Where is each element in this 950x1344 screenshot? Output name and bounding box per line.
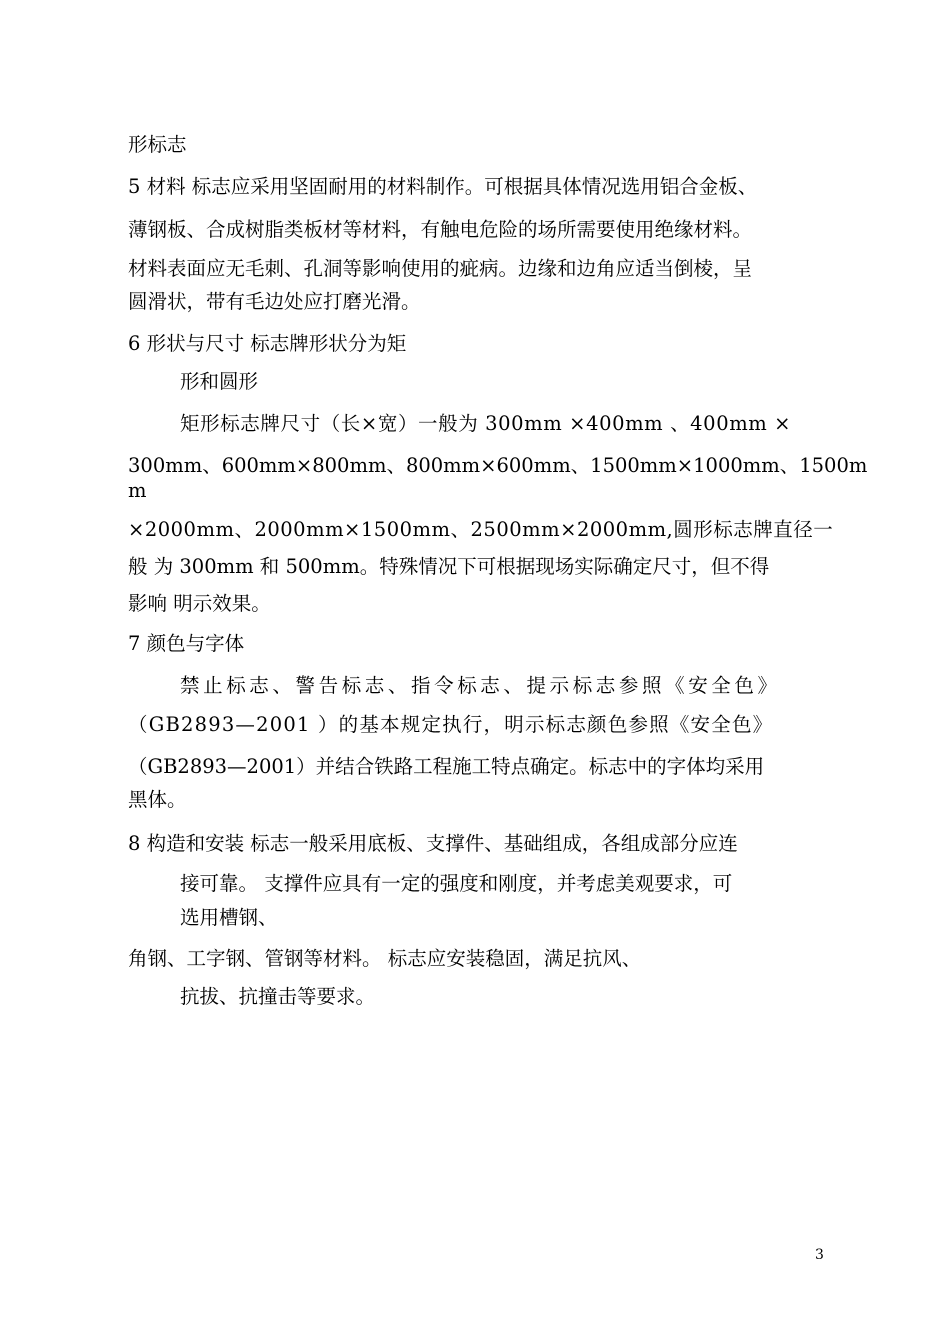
text-line: 影响 明示效果。 (128, 592, 271, 615)
text-line: 形和圆形 (180, 370, 259, 393)
text-line: 圆滑状，带有毛边处应打磨光滑。 (128, 290, 421, 313)
text-line: 选用槽钢、 (180, 906, 278, 929)
section-8-construction: 8 构造和安装 标志一般采用底板、支撑件、基础组成，各组成部分应连 (128, 832, 738, 855)
text-line: 抗拔、抗撞击等要求。 (180, 985, 376, 1008)
text-line: 材料表面应无毛刺、孔洞等影响使用的疵病。边缘和边角应适当倒棱，呈 (128, 257, 753, 280)
text-line: 角钢、工字钢、管钢等材料。 标志应安装稳固，满足抗风、 (128, 947, 642, 970)
text-line: 形标志 (128, 133, 187, 156)
text-line: （GB2893—2001 ）的基本规定执行，明示标志颜色参照《安全色》 (128, 713, 774, 736)
text-line: 薄钢板、合成树脂类板材等材料，有触电危险的场所需要使用绝缘材料。 (128, 218, 753, 241)
text-line: ×2000mm、2000mm×1500mm、2500mm×2000mm,圆形标志牌直径一 (128, 518, 834, 541)
text-line: 接可靠。 支撑件应具有一定的强度和刚度，并考虑美观要求，可 (180, 872, 733, 895)
text-line: 禁止标志、警告标志、指令标志、提示标志参照《安全色》 (180, 674, 781, 697)
text-line: 矩形标志牌尺寸（长×宽）一般为 300mm ×400mm 、400mm × (180, 412, 792, 435)
section-7-color-font: 7 颜色与字体 (128, 632, 245, 655)
section-5-materials: 5 材料 标志应采用坚固耐用的材料制作。可根据具体情况选用铝合金板、 (128, 175, 758, 198)
text-line: m (128, 479, 147, 502)
text-line: 般 为 300mm 和 500mm。特殊情况下可根据现场实际确定尺寸，但不得 (128, 555, 770, 578)
section-6-shape-size: 6 形状与尺寸 标志牌形状分为矩 (128, 332, 407, 355)
text-line: 300mm、600mm×800mm、800mm×600mm、1500mm×1000mm、1500m (128, 454, 868, 477)
text-line: （GB2893—2001）并结合铁路工程施工特点确定。标志中的字体均采用 (128, 755, 765, 778)
page-number: 3 (815, 1247, 824, 1263)
text-line: 黑体。 (128, 788, 187, 811)
